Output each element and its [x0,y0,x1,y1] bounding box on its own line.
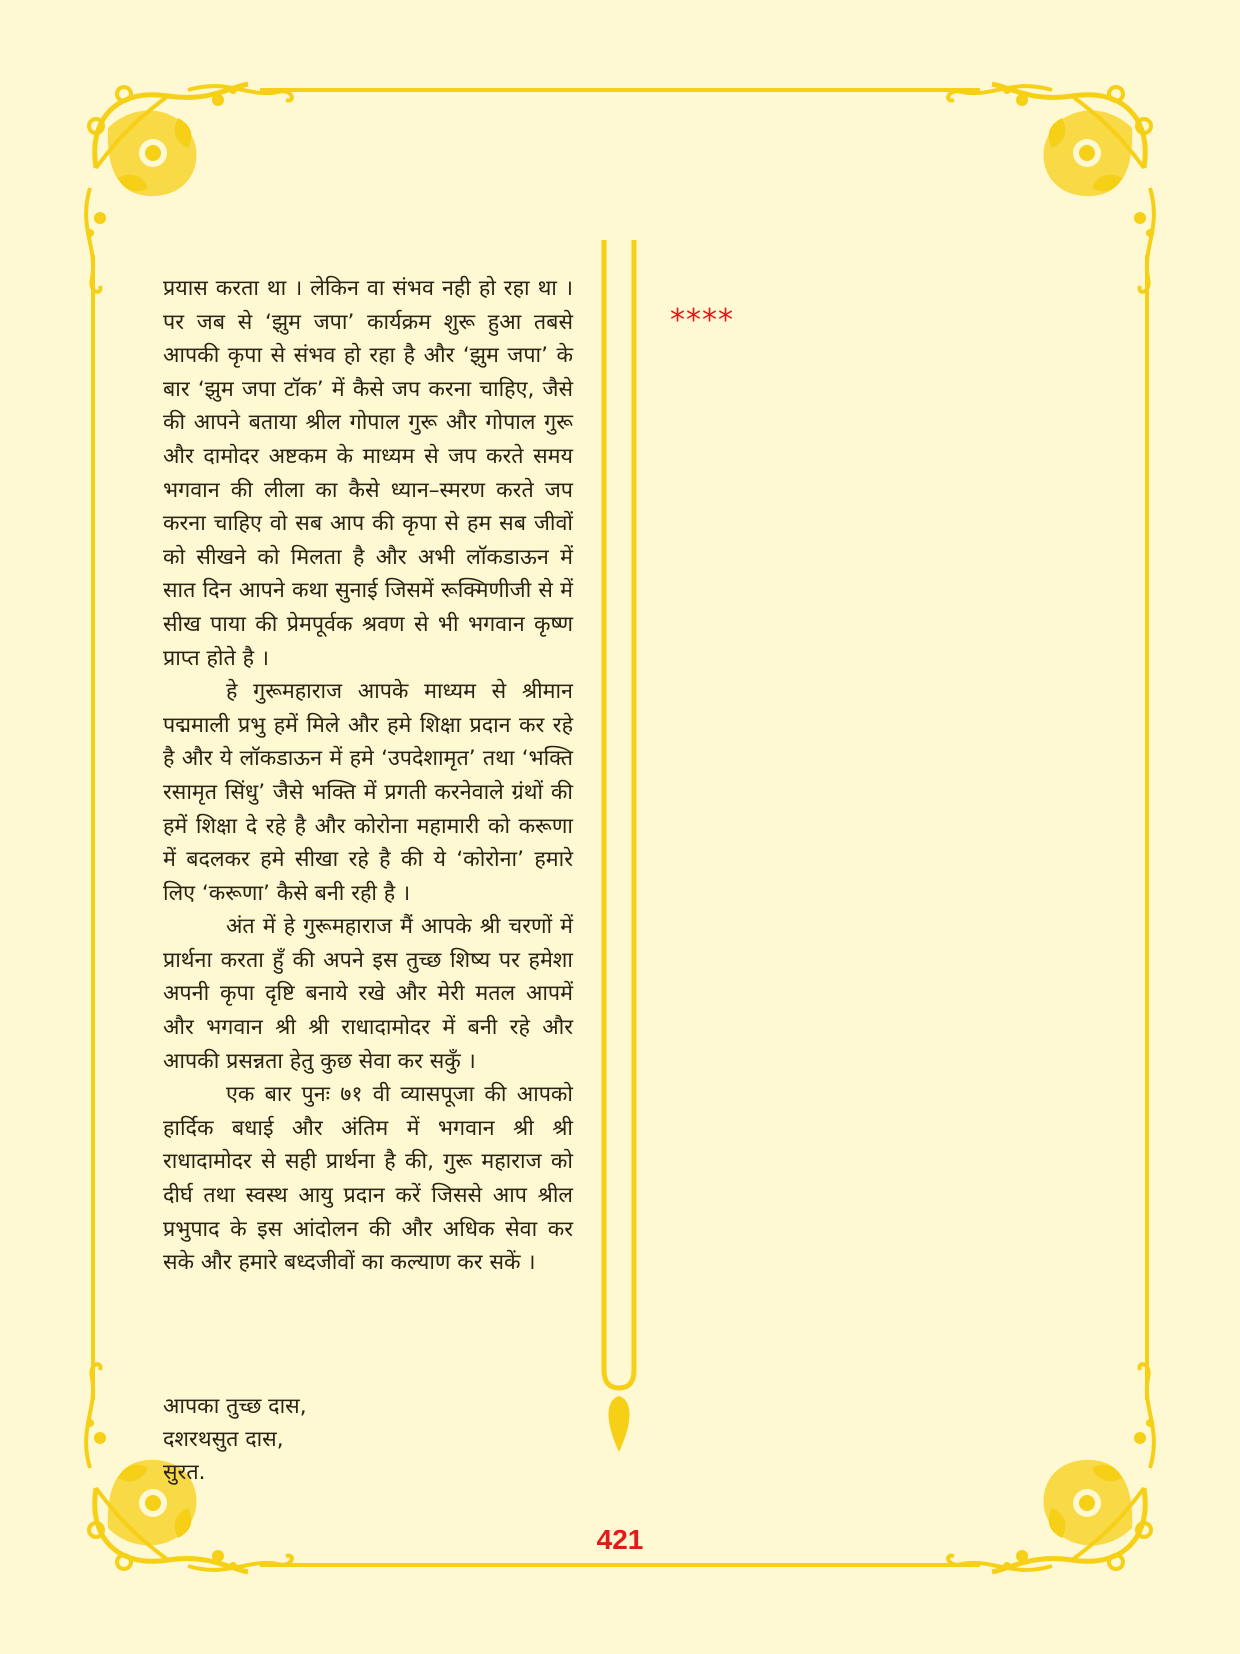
letter-signature [163,1390,307,1489]
signature-line-3: सुरत. [163,1460,206,1485]
signature-line-2: दशरथसुत दास, [163,1427,284,1452]
paragraph-2: हे गुरूमहाराज आपके माध्यम से श्रीमान पद्ममाली प्रभु हमें मिले और हमे शिक्षा प्रदान कर रहे है और ये लॉकडाऊन में हमे ‘उपदेशामृत’ तथा ‘भक्ति रसामृत सिंधु’ जैसे भक्ति में प्रगती करनेवाले ग्रंथों की हमें शिक्षा दे रहे है और कोरोना महामारी को करूणा में बदलकर हमे सीखा रहे है की ये ‘कोरोना’ हमारे लिए ‘करूणा’ कैसे बनी रही है । [163,679,573,906]
section-separator-stars: **** [670,303,734,338]
letter-body [163,272,573,1280]
page-number: 421 [596,1524,644,1555]
paragraph-4: एक बार पुनः ७१ वी व्यासपूजा की आपको हार्दिक बधाई और अंतिम में भगवान श्री श्री राधादामोदर से सही प्रार्थना है की, गुरू महाराज को दीर्घ तथा स्वस्थ आयु प्रदान करें जिससे आप श्रील प्रभुपाद के इस आंदोलन की और अधिक सेवा कर सके और हमारे बध्दजीवों का कल्याण कर सकें । [163,1082,573,1276]
paragraph-1: प्रयास करता था । लेकिन वा संभव नही हो रहा था । पर जब से ‘झुम जपा’ कार्यक्रम शुरू हुआ तबसे आपकी कृपा से संभव हो रहा है और ‘झुम जपा’ के बार ‘झुम जपा टॉक’ में कैसे जप करना चाहिए, जैसे की आपने बताया श्रील गोपाल गुरू और गोपाल गुरू और दामोदर अष्टकम के माध्यम से जप करते समय भगवान की लीला का कैसे ध्यान–स्मरण करते जप करना चाहिए वो सब आप की कृपा से हम सब जीवों को सीखने को मिलता है और अभी लॉकडाऊन में सात दिन आपने कथा सुनाई जिसमें रूक्मिणीजी से में सीख पाया की प्रेमपूर्वक श्रवण से भी भगवान कृष्ण प्राप्त होते है । [163,276,573,671]
signature-line-1: आपका तुच्छ दास, [163,1394,307,1419]
paragraph-3: अंत में हे गुरूमहाराज मैं आपके श्री चरणों में प्रार्थना करता हुँ की अपने इस तुच्छ शिष्य पर हमेशा अपनी कृपा दृष्टि बनाये रखे और मेरी मतल आपमें और भगवान श्री श्री राधादामोदर में बनी रहे और आपकी प्रसन्नता हेतु कुछ सेवा कर सकुँ । [163,914,573,1074]
